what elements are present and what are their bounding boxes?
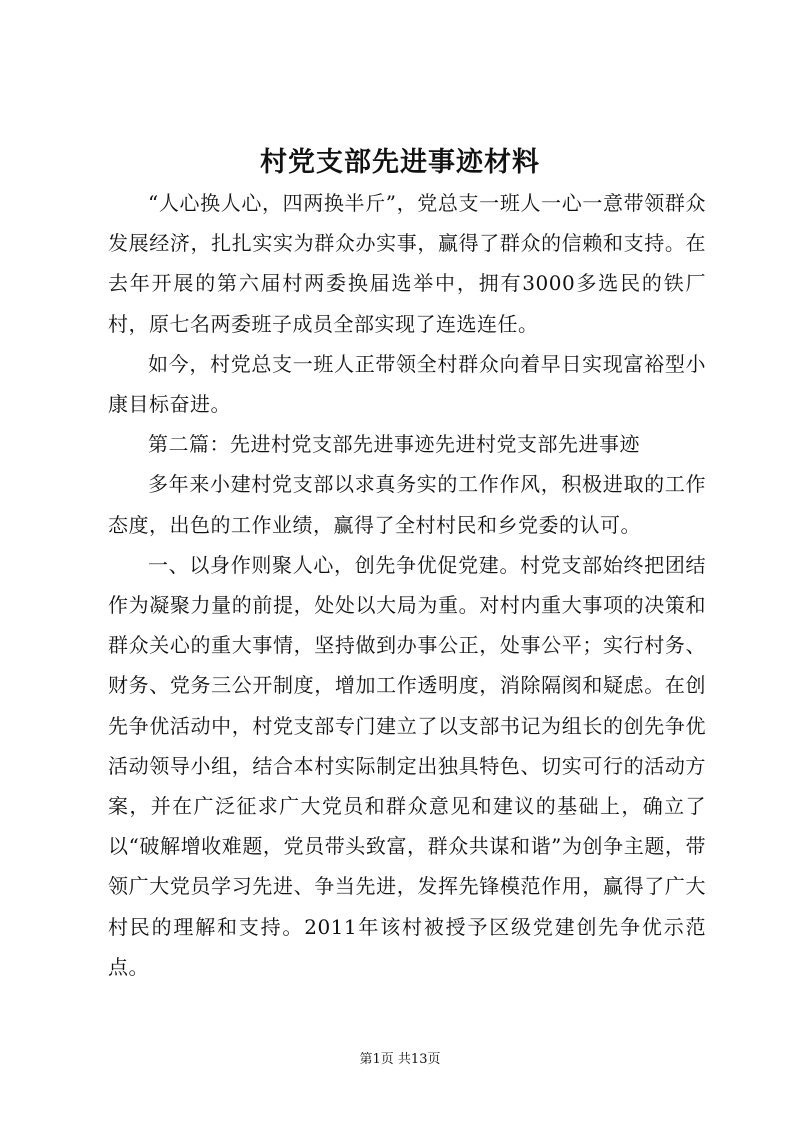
page-footer: 第1页 共13页 xyxy=(359,1052,441,1067)
document-title: 村党支部先进事迹材料 xyxy=(260,147,540,178)
document-body xyxy=(108,183,706,987)
paragraph: “人心换人心，四两换半斤”，党总支一班人一心一意带领群众发展经济，扎扎实实为群众办实事，赢得了群众的信赖和支持。在去年开展的第六届村两委换届选举中，拥有3000多选民的铁厂村，原七名两委班子成员全部实现了连选连任。 xyxy=(108,191,706,336)
paragraph: 如今，村党总支一班人正带领全村群众向着早日实现富裕型小康目标奋进。 xyxy=(108,351,706,417)
section-heading: 第二篇：先进村党支部先进事迹先进村党支部先进事迹 xyxy=(148,432,640,457)
paragraph: 多年来小建村党支部以求真务实的工作作风，积极进取的工作态度，出色的工作业绩，赢得了全村村民和乡党委的认可。 xyxy=(108,472,706,537)
paragraph: 一、以身作则聚人心，创先争优促党建。村党支部始终把团结作为凝聚力量的前提，处处以大局为重。对村内重大事项的决策和群众关心的重大事情，坚持做到办事公正，处事公平；实行村务、财务、党务三公开制度，增加工作透明度，消除隔阂和疑虑。在创先争优活动中，村党支部专门建立了以支部书记为组长的创先争优活动领导小组，结合本村实际制定出独具特色、切实可行的活动方案，并在广泛征求广大党员和群众意见和建议的基础上，确立了以“破解增收难题，党员带头致富，群众共谋和谐”为创争主题，带领广大党员学习先进、争当先进，发挥先锋模范作用，赢得了广大村民的理解和支持。2011年该村被授予区级党建创先争优示范点。 xyxy=(108,552,706,979)
